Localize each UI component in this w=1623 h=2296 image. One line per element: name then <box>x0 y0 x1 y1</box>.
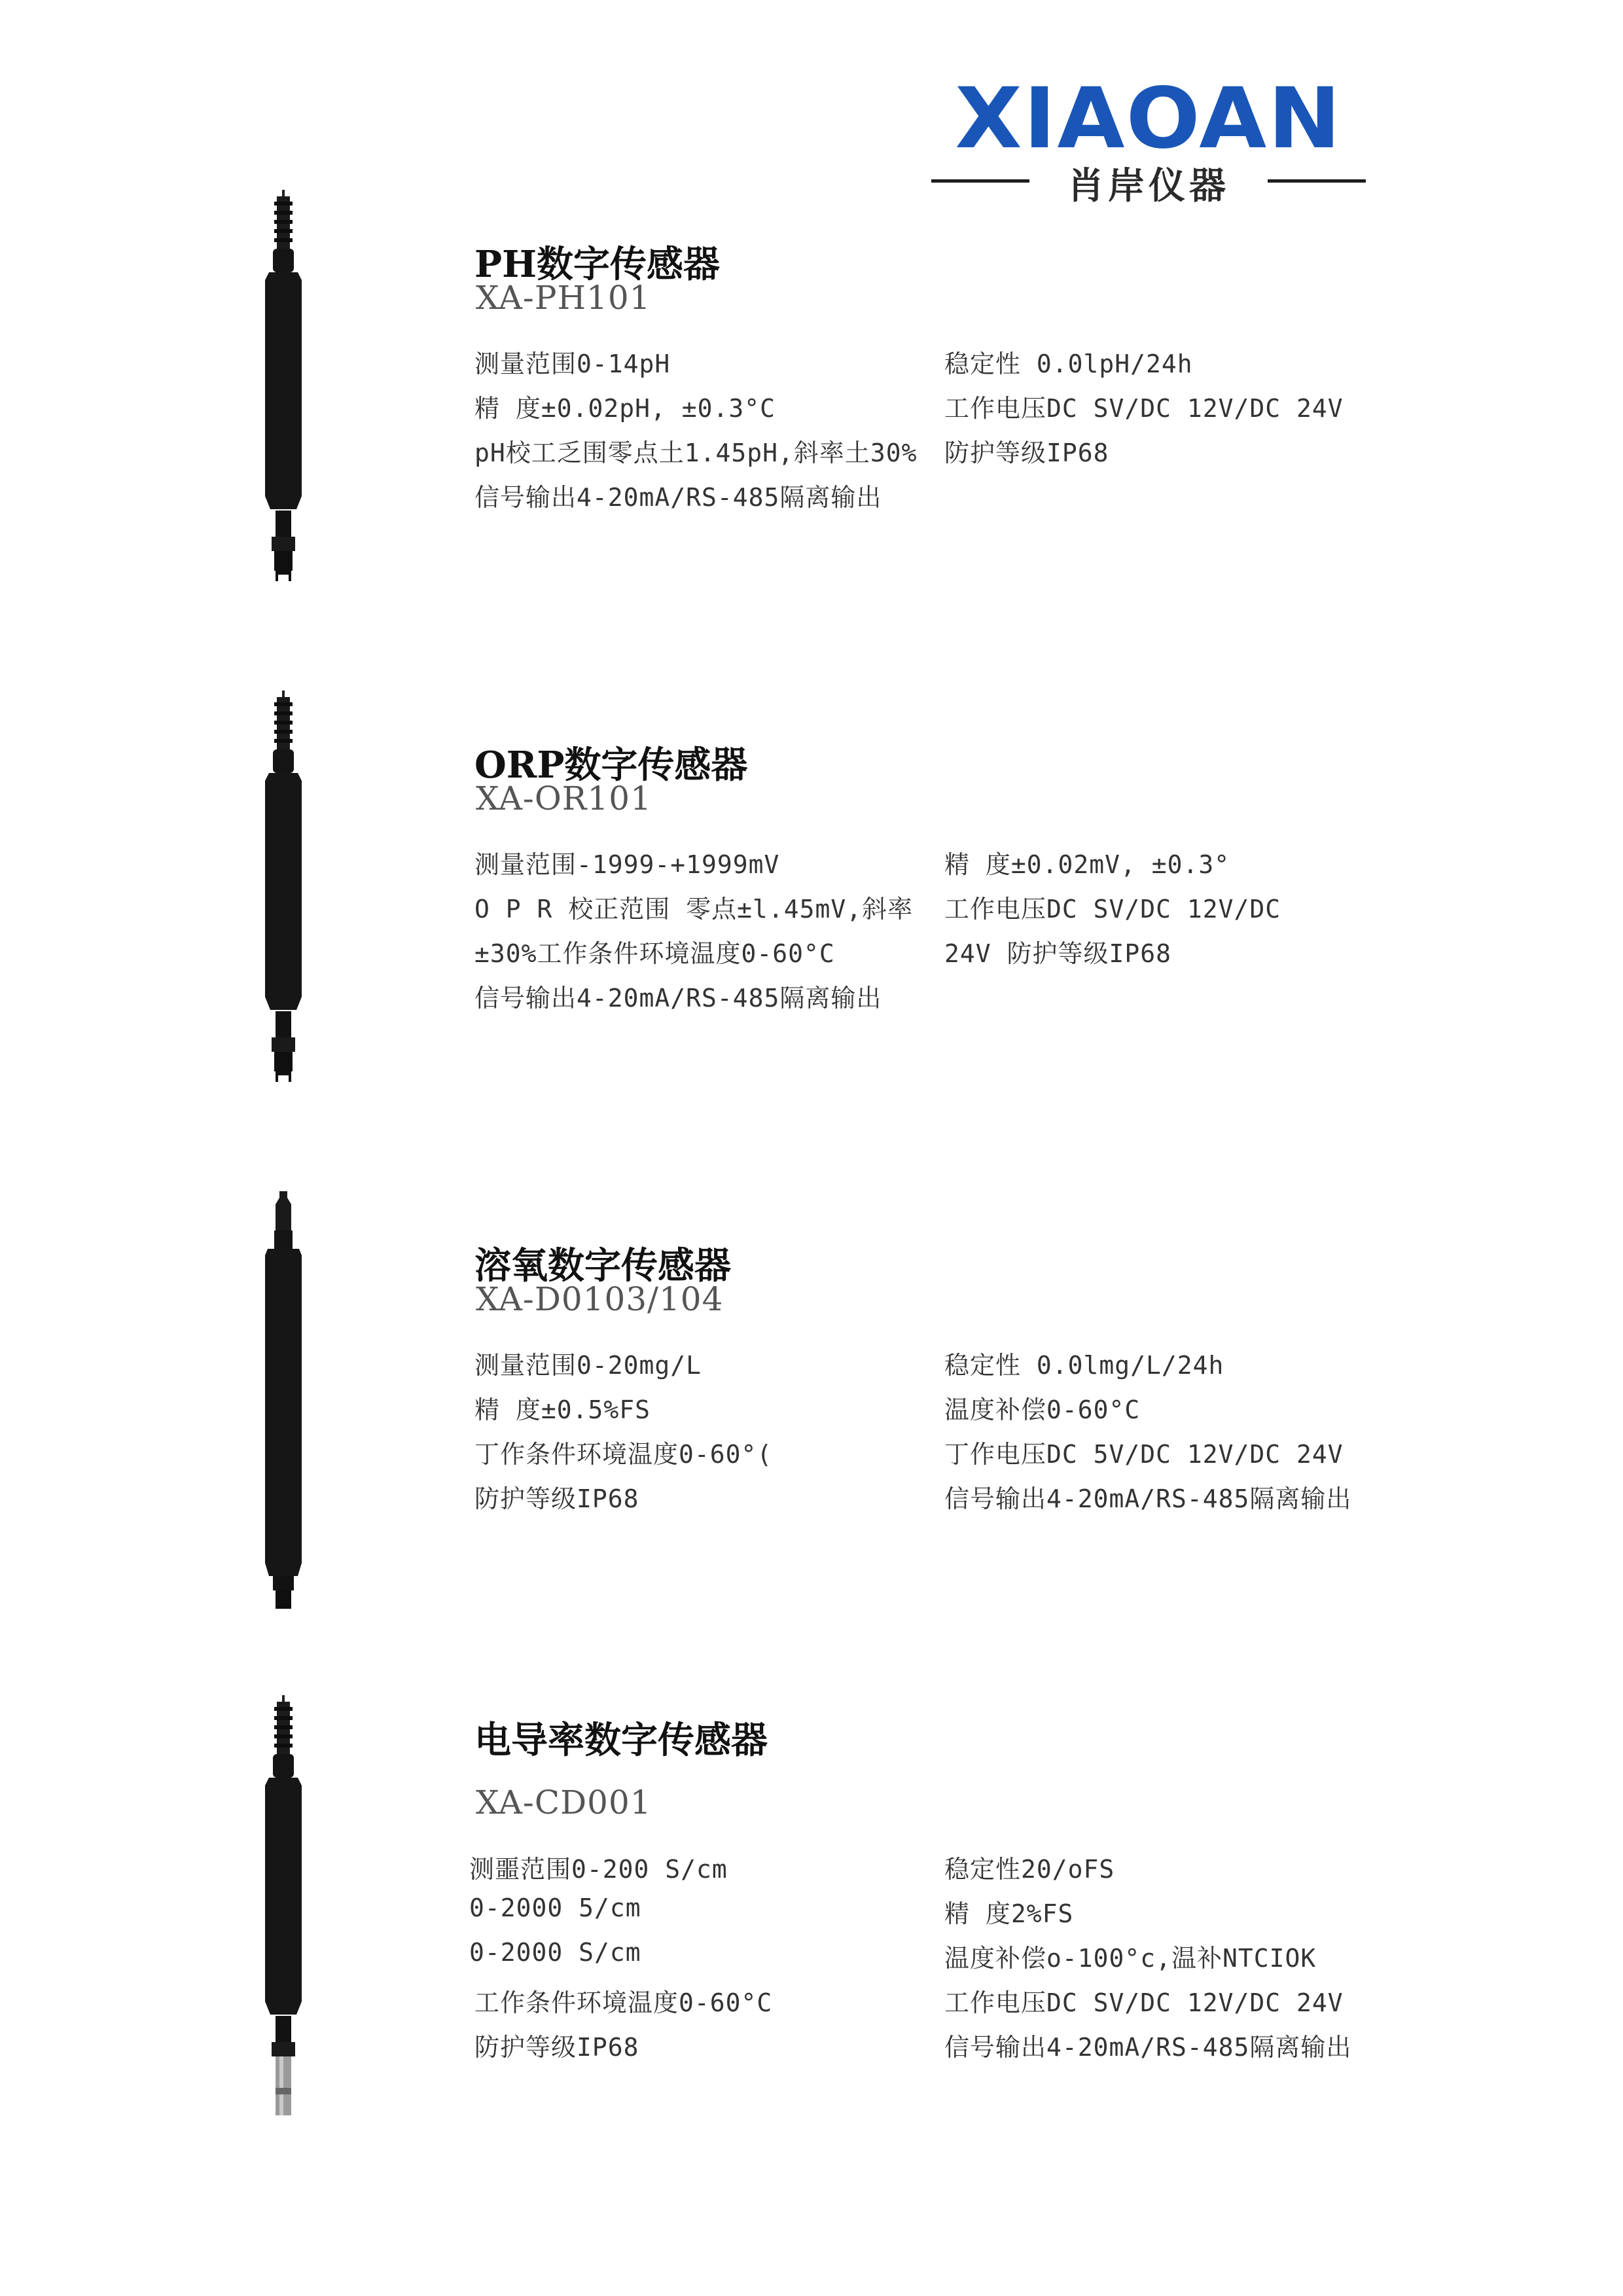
product-title: 电导率数字传感器 <box>474 1719 768 1762</box>
logo-chinese-name: 肖岸仪器 <box>1067 165 1230 207</box>
spec-line: 信号输出4-20mA/RS-485隔离输出 <box>474 984 882 1013</box>
logo-divider-right <box>1268 179 1366 183</box>
spec-line: 测噩范围0-200 S/cm <box>469 1855 728 1884</box>
product-title: PH数字传感器 <box>474 243 721 286</box>
spec-line: 测量范围0-20mg/L <box>474 1351 702 1380</box>
spec-line: ±30%工作条件环境温度0-60°C <box>474 939 835 968</box>
spec-line: 稳定性20/oFS <box>944 1855 1115 1884</box>
spec-line: 工作电压DC SV/DC 12V/DC <box>944 895 1281 924</box>
spec-line: 防护等级IP68 <box>944 439 1109 467</box>
product-title: ORP数字传感器 <box>474 744 748 787</box>
spec-line: 测量范围0-14pH <box>474 350 671 378</box>
product-model: XA-CD001 <box>476 1784 652 1821</box>
spec-line: 丁作电压DC 5V/DC 12V/DC 24V <box>944 1440 1344 1469</box>
spec-line: 0-2000 S/cm <box>469 1938 641 1967</box>
company-logo <box>919 70 1378 207</box>
spec-line: O P R 校正范围 零点±l.45mV,斜率 <box>474 895 914 924</box>
spec-line: 精 度±0.02pH, ±0.3°C <box>474 394 776 423</box>
spec-line: 精 度2%FS <box>944 1899 1074 1928</box>
spec-line: 温度补偿o-100°c,温补NTCIOK <box>944 1944 1317 1973</box>
logo-subtitle <box>919 157 1378 207</box>
spec-line: 温度补偿0-60°C <box>944 1395 1141 1424</box>
spec-line: 0-2000 5/cm <box>469 1893 641 1922</box>
product-model: XA-D0103/104 <box>476 1280 724 1318</box>
spec-line: 精 度±0.02mV, ±0.3° <box>944 850 1230 879</box>
spec-line: 24V 防护等级IP68 <box>944 939 1172 968</box>
spec-line: 稳定性 0.0lmg/L/24h <box>944 1351 1224 1380</box>
ph-sensor-image <box>251 190 316 583</box>
spec-line: 信号输出4-20mA/RS-485隔离输出 <box>944 2033 1352 2062</box>
spec-line: 工作条件环境温度0-60°C <box>474 1988 773 2017</box>
spec-line: 工作电压DC SV/DC 12V/DC 24V <box>944 394 1344 423</box>
spec-line: 信号输出4-20mA/RS-485隔离输出 <box>474 483 882 512</box>
spec-line: 防护等级IP68 <box>474 2033 639 2062</box>
spec-line: pH校工乏围零点土1.45pH,斜率土30% <box>474 439 918 467</box>
orp-sensor-image <box>251 691 316 1083</box>
product-model: XA-OR101 <box>476 780 652 817</box>
do-sensor-image <box>251 1191 316 1610</box>
spec-line: 信号输出4-20mA/RS-485隔离输出 <box>944 1484 1352 1513</box>
spec-line: 工作电压DC SV/DC 12V/DC 24V <box>944 1988 1344 2017</box>
product-model: XA-PH101 <box>476 279 651 317</box>
product-title: 溶氧数字传感器 <box>474 1244 731 1287</box>
logo-brand: XIAOAN <box>955 70 1342 168</box>
spec-line: 精 度±0.5%FS <box>474 1395 651 1424</box>
conductivity-sensor-image <box>251 1695 316 2121</box>
spec-line: 测量范围-1999-+1999mV <box>474 850 780 879</box>
spec-line: 稳定性 0.0lpH/24h <box>944 350 1193 378</box>
spec-line: 丁作条件环境温度0-60°( <box>474 1440 773 1469</box>
spec-line: 防护等级IP68 <box>474 1484 639 1513</box>
